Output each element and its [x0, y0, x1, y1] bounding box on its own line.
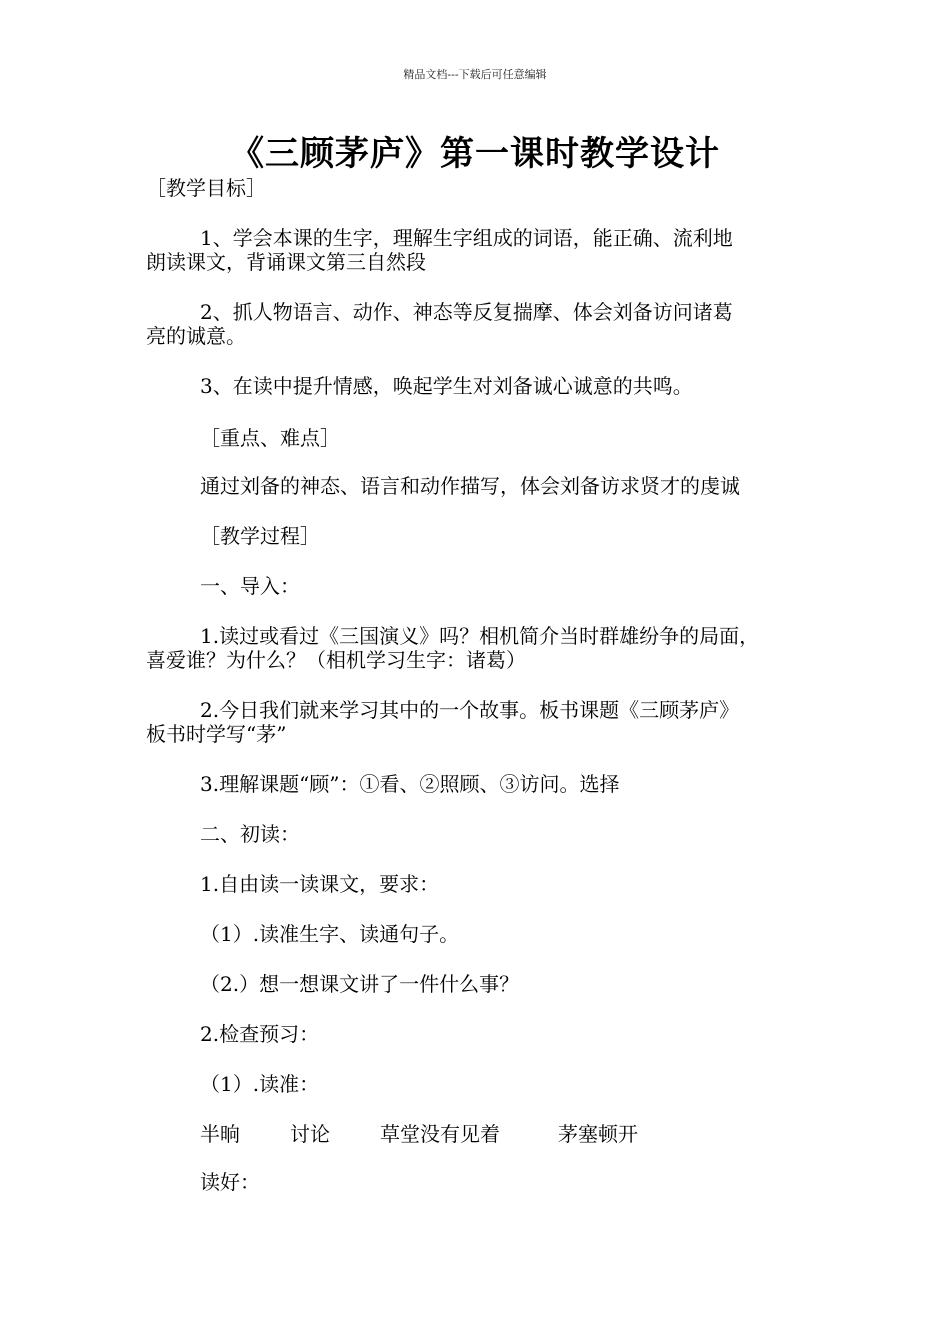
goals-heading: ［教学目标］	[146, 176, 266, 200]
step-2-heading: 二、初读：	[200, 822, 300, 846]
goal-3: 3、在读中提升情感，唤起学生对刘备诚心诚意的共鸣。	[200, 374, 693, 398]
step-1-heading: 一、导入：	[200, 574, 300, 598]
vocabulary-word: 半晌	[200, 1122, 240, 1146]
document-title: 《三顾茅庐》第一课时教学设计	[230, 134, 720, 174]
step-2-1-b: （2.）想一想课文讲了一件什么事？	[200, 972, 520, 996]
process-heading: ［教学过程］	[200, 524, 320, 548]
vocabulary-word: 草堂没有见着	[380, 1122, 500, 1146]
step-1-2-line-1: 2.今日我们就来学习其中的一个故事。板书课题《三顾茅庐》	[200, 698, 740, 722]
key-points-text: 通过刘备的神态、语言和动作描写，体会刘备访求贤才的虔诚	[200, 474, 740, 498]
vocabulary-word: 茅塞顿开	[558, 1122, 638, 1146]
key-points-heading: ［重点、难点］	[200, 426, 340, 450]
vocabulary-word: 讨论	[290, 1122, 330, 1146]
step-2-1: 1.自由读一读课文，要求：	[200, 872, 440, 896]
step-1-3: 3.理解课题“顾”：①看、②照顾、③访问。选择	[200, 772, 620, 796]
step-2-2-a: （1）.读准：	[200, 1072, 320, 1096]
step-2-2: 2.检查预习：	[200, 1022, 320, 1046]
step-2-1-a: （1）.读准生字、读通句子。	[200, 922, 460, 946]
goal-1-line-1: 1、学会本课的生字，理解生字组成的词语，能正确、流利地	[200, 226, 733, 250]
step-1-1-line-2: 喜爱谁？为什么？（相机学习生字：诸葛）	[146, 648, 526, 672]
read-well-label: 读好：	[200, 1170, 260, 1194]
goal-2-line-2: 亮的诚意。	[146, 324, 246, 348]
step-1-2-line-2: 板书时学写“茅”	[146, 722, 287, 746]
goal-2-line-1: 2、抓人物语言、动作、神态等反复揣摩、体会刘备访问诸葛	[200, 300, 733, 324]
goal-1-line-2: 朗读课文，背诵课文第三自然段	[146, 250, 426, 274]
step-1-1-line-1: 1.读过或看过《三国演义》吗？相机简介当时群雄纷争的局面，	[200, 624, 760, 648]
header-note: 精品文档---下载后可任意编辑	[403, 68, 547, 81]
